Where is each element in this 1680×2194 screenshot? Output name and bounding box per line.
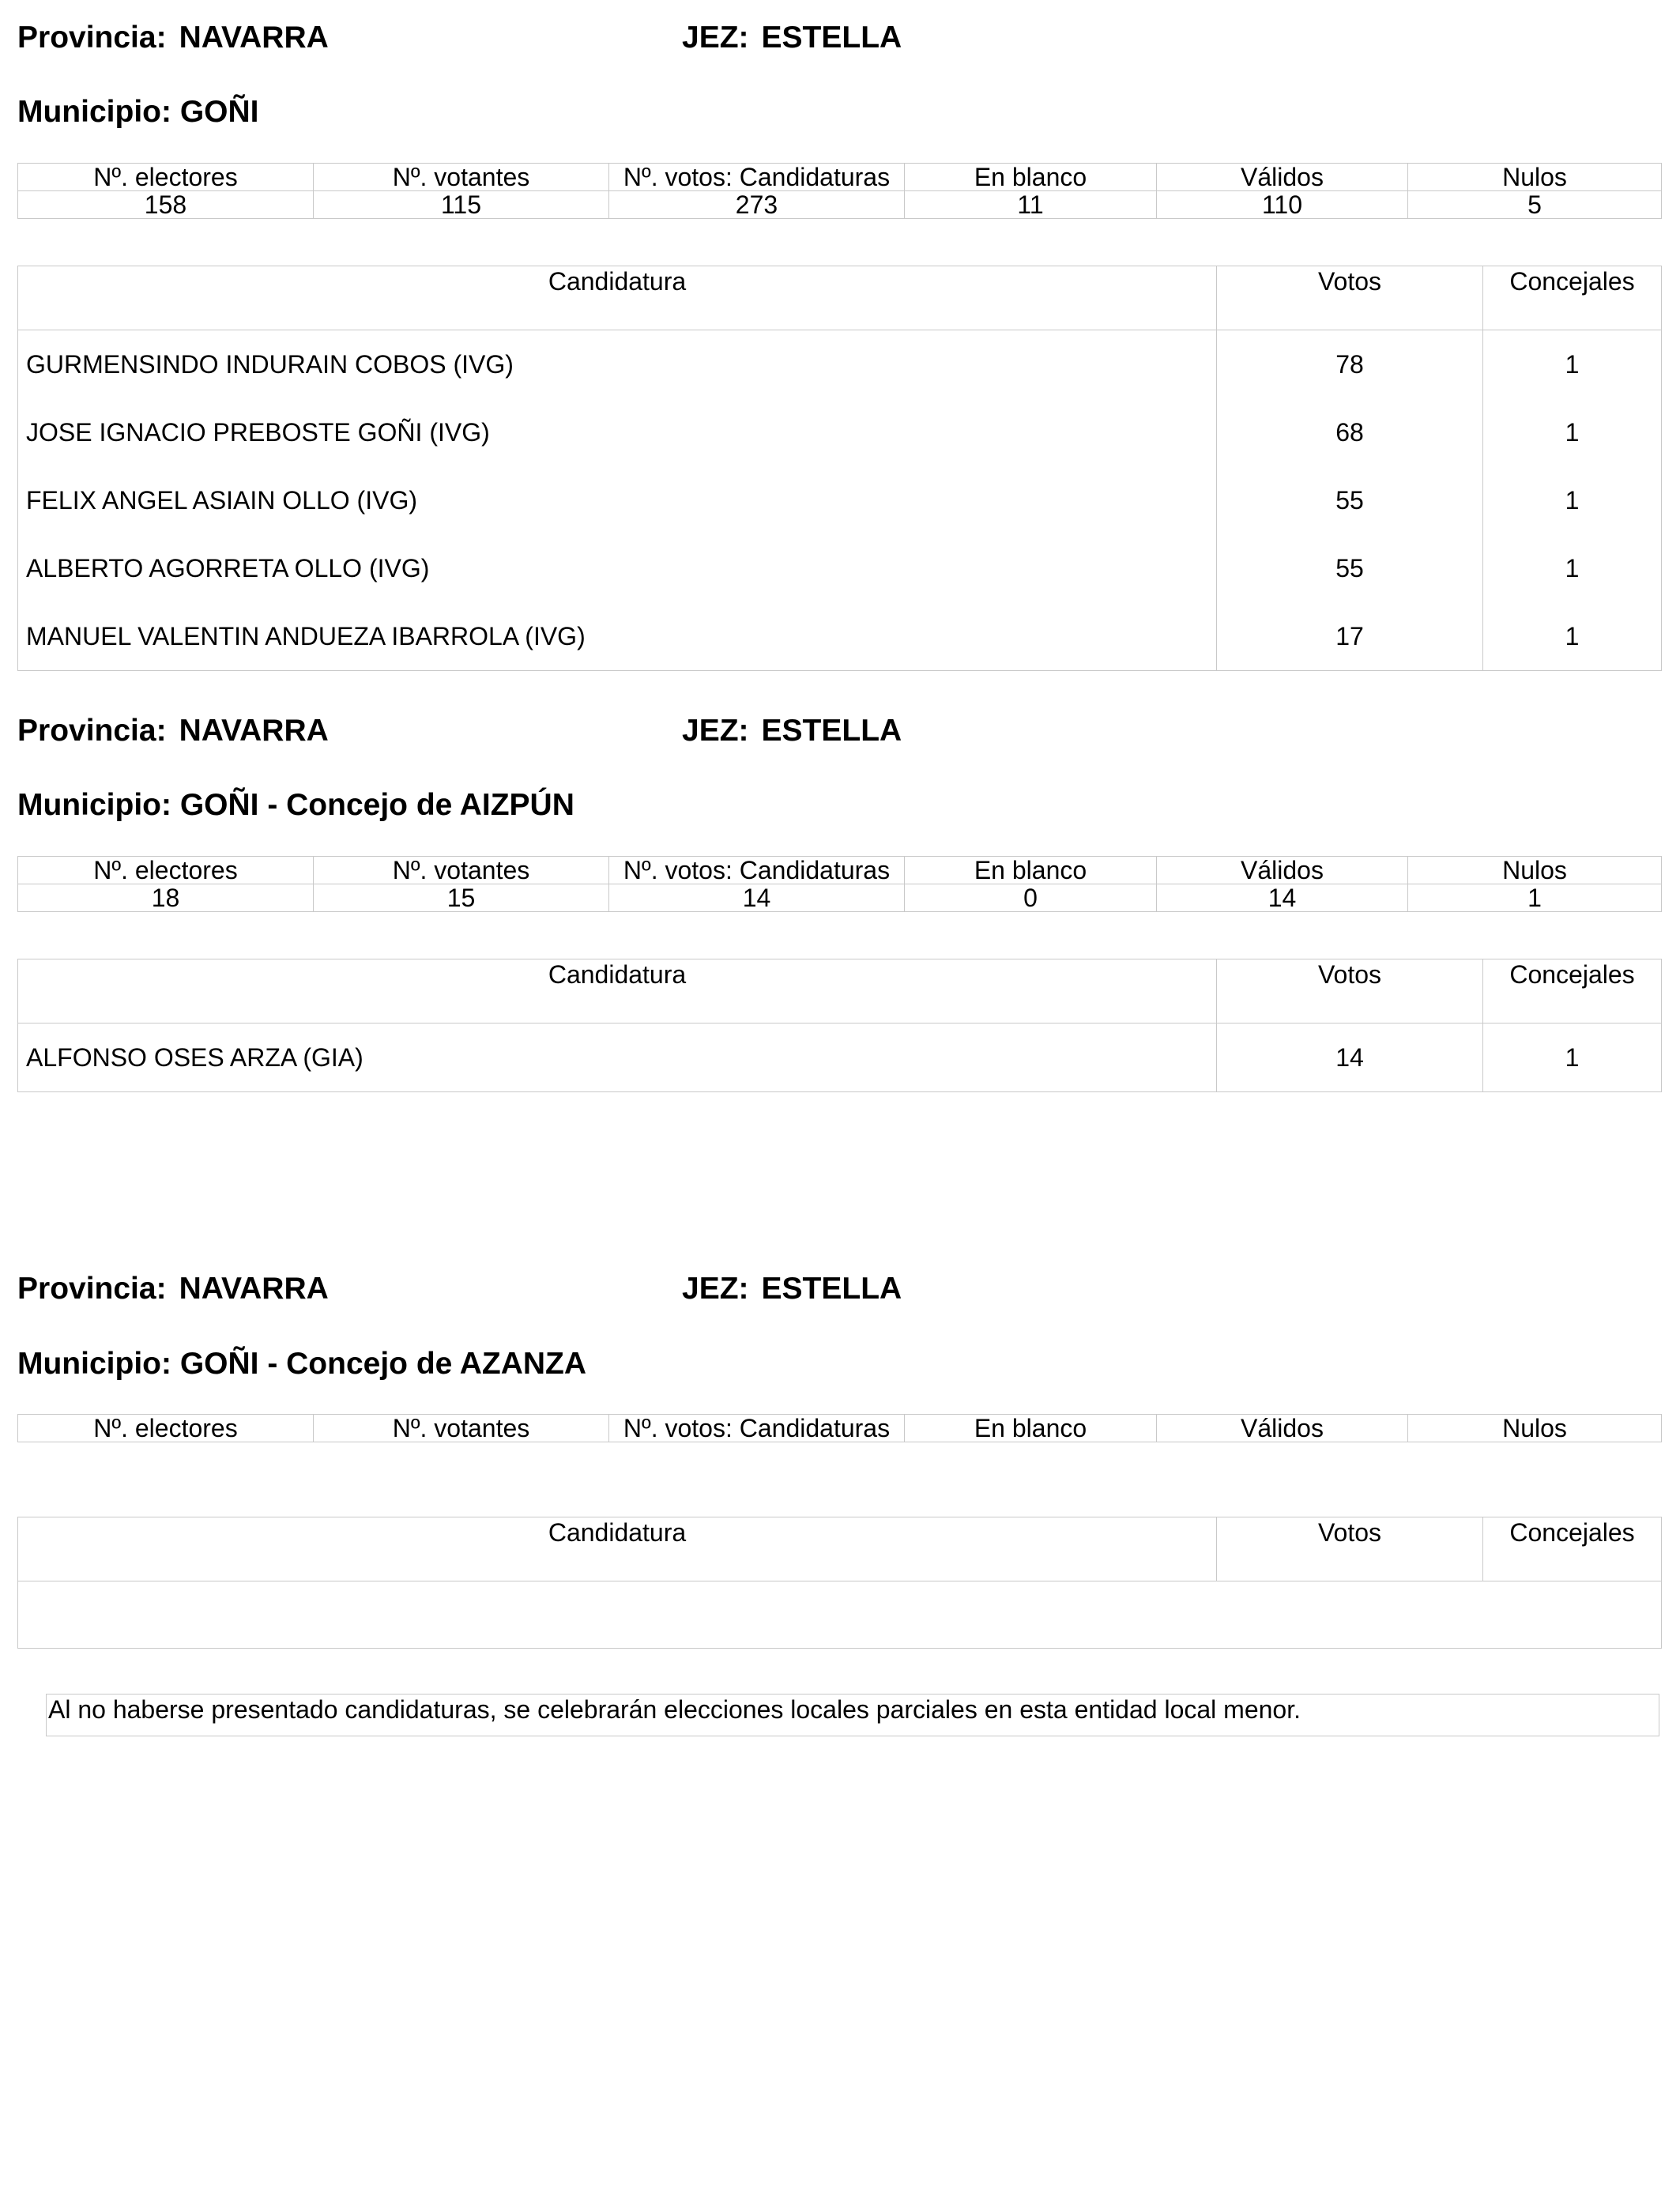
candidate-votos: 55 bbox=[1217, 466, 1483, 534]
stat-header: Nº. electores bbox=[18, 164, 314, 191]
stat-header: Nulos bbox=[1408, 1415, 1662, 1442]
candidate-name: ALBERTO AGORRETA OLLO (IVG) bbox=[18, 534, 1217, 602]
candidates-header-row bbox=[18, 959, 1662, 1023]
candidate-concejales: 1 bbox=[1483, 466, 1662, 534]
candidate-row bbox=[18, 1023, 1662, 1092]
stat-value: 115 bbox=[314, 191, 609, 219]
candidate-row bbox=[18, 398, 1662, 466]
votos-header: Votos bbox=[1217, 1517, 1483, 1581]
candidate-concejales: 1 bbox=[1483, 330, 1662, 399]
concejales-header: Concejales bbox=[1483, 1517, 1662, 1581]
stats-table bbox=[17, 163, 1662, 219]
candidate-votos: 68 bbox=[1217, 398, 1483, 466]
provincia-value: NAVARRA bbox=[179, 714, 329, 748]
stat-header: Válidos bbox=[1157, 164, 1408, 191]
stat-header: Válidos bbox=[1157, 1415, 1408, 1442]
provincia-heading: Provincia: NAVARRA bbox=[17, 1272, 329, 1306]
jez-value: ESTELLA bbox=[761, 1272, 902, 1306]
candidatura-header: Candidatura bbox=[18, 959, 1217, 1023]
municipio-heading: Municipio: GOÑI bbox=[17, 95, 259, 129]
stat-header: En blanco bbox=[905, 1415, 1157, 1442]
stat-header: Nº. votantes bbox=[314, 164, 609, 191]
stat-value: 14 bbox=[609, 884, 905, 912]
candidates-header-row bbox=[18, 266, 1662, 330]
candidatura-header: Candidatura bbox=[18, 266, 1217, 330]
empty-candidate-row bbox=[18, 1581, 1662, 1649]
stat-value: 1 bbox=[1408, 884, 1662, 912]
provincia-value: NAVARRA bbox=[179, 21, 329, 55]
stats-value-row bbox=[18, 191, 1662, 219]
votos-header: Votos bbox=[1217, 959, 1483, 1023]
candidate-name: GURMENSINDO INDURAIN COBOS (IVG) bbox=[18, 330, 1217, 399]
candidate-row bbox=[18, 466, 1662, 534]
stat-header: Nº. electores bbox=[18, 857, 314, 884]
stat-header: Válidos bbox=[1157, 857, 1408, 884]
municipio-value: GOÑI bbox=[179, 95, 259, 129]
candidatura-header: Candidatura bbox=[18, 1517, 1217, 1581]
stats-header-row bbox=[18, 1415, 1662, 1442]
candidate-name: FELIX ANGEL ASIAIN OLLO (IVG) bbox=[18, 466, 1217, 534]
stat-header: Nº. votos: Candidaturas bbox=[609, 1415, 905, 1442]
stats-table bbox=[17, 856, 1662, 912]
candidate-row bbox=[18, 330, 1662, 399]
jez-heading: JEZ: ESTELLA bbox=[682, 714, 902, 748]
stat-header: Nº. votantes bbox=[314, 1415, 609, 1442]
candidate-votos: 55 bbox=[1217, 534, 1483, 602]
jez-value: ESTELLA bbox=[761, 714, 902, 748]
jez-value: ESTELLA bbox=[761, 21, 902, 55]
municipio-heading: Municipio: GOÑI - Concejo de AIZPÚN bbox=[17, 788, 574, 822]
candidate-name: MANUEL VALENTIN ANDUEZA IBARROLA (IVG) bbox=[18, 602, 1217, 671]
candidate-name: ALFONSO OSES ARZA (GIA) bbox=[18, 1023, 1217, 1092]
candidate-votos: 14 bbox=[1217, 1023, 1483, 1092]
stat-header: Nº. electores bbox=[18, 1415, 314, 1442]
stat-value: 5 bbox=[1408, 191, 1662, 219]
provincia-value: NAVARRA bbox=[179, 1272, 329, 1306]
candidates-header-row bbox=[18, 1517, 1662, 1581]
candidate-row bbox=[18, 602, 1662, 671]
stat-header: En blanco bbox=[905, 164, 1157, 191]
stat-header: En blanco bbox=[905, 857, 1157, 884]
stats-table bbox=[17, 1414, 1662, 1442]
candidate-row bbox=[18, 534, 1662, 602]
jez-heading: JEZ: ESTELLA bbox=[682, 1272, 902, 1306]
stat-value: 11 bbox=[905, 191, 1157, 219]
stat-value: 273 bbox=[609, 191, 905, 219]
candidate-votos: 78 bbox=[1217, 330, 1483, 399]
stat-value: 14 bbox=[1157, 884, 1408, 912]
no-candidates-note: Al no haberse presentado candidaturas, se celebrarán elecciones locales parciales en esta entidad local menor. bbox=[46, 1694, 1659, 1736]
provincia-heading: Provincia: NAVARRA bbox=[17, 714, 329, 748]
concejales-header: Concejales bbox=[1483, 266, 1662, 330]
stat-value: 18 bbox=[18, 884, 314, 912]
stat-header: Nº. votos: Candidaturas bbox=[609, 164, 905, 191]
stat-header: Nulos bbox=[1408, 857, 1662, 884]
candidates-table bbox=[17, 959, 1662, 1092]
municipio-value: GOÑI - Concejo de AIZPÚN bbox=[179, 788, 574, 822]
candidates-table bbox=[17, 1517, 1662, 1649]
candidate-concejales: 1 bbox=[1483, 1023, 1662, 1092]
candidate-concejales: 1 bbox=[1483, 398, 1662, 466]
candidate-concejales: 1 bbox=[1483, 534, 1662, 602]
stat-header: Nº. votos: Candidaturas bbox=[609, 857, 905, 884]
stats-value-row bbox=[18, 884, 1662, 912]
stat-header: Nº. votantes bbox=[314, 857, 609, 884]
stat-value: 158 bbox=[18, 191, 314, 219]
municipio-heading: Municipio: GOÑI - Concejo de AZANZA bbox=[17, 1347, 587, 1381]
stats-header-row bbox=[18, 164, 1662, 191]
municipio-value: GOÑI - Concejo de AZANZA bbox=[179, 1347, 587, 1381]
stat-header: Nulos bbox=[1408, 164, 1662, 191]
candidates-table bbox=[17, 266, 1662, 671]
stat-value: 110 bbox=[1157, 191, 1408, 219]
jez-heading: JEZ: ESTELLA bbox=[682, 21, 902, 55]
stat-value: 0 bbox=[905, 884, 1157, 912]
stat-value: 15 bbox=[314, 884, 609, 912]
stats-header-row bbox=[18, 857, 1662, 884]
candidate-votos: 17 bbox=[1217, 602, 1483, 671]
votos-header: Votos bbox=[1217, 266, 1483, 330]
concejales-header: Concejales bbox=[1483, 959, 1662, 1023]
provincia-heading: Provincia: NAVARRA bbox=[17, 21, 329, 55]
empty-cell bbox=[18, 1581, 1662, 1649]
candidate-concejales: 1 bbox=[1483, 602, 1662, 671]
candidate-name: JOSE IGNACIO PREBOSTE GOÑI (IVG) bbox=[18, 398, 1217, 466]
